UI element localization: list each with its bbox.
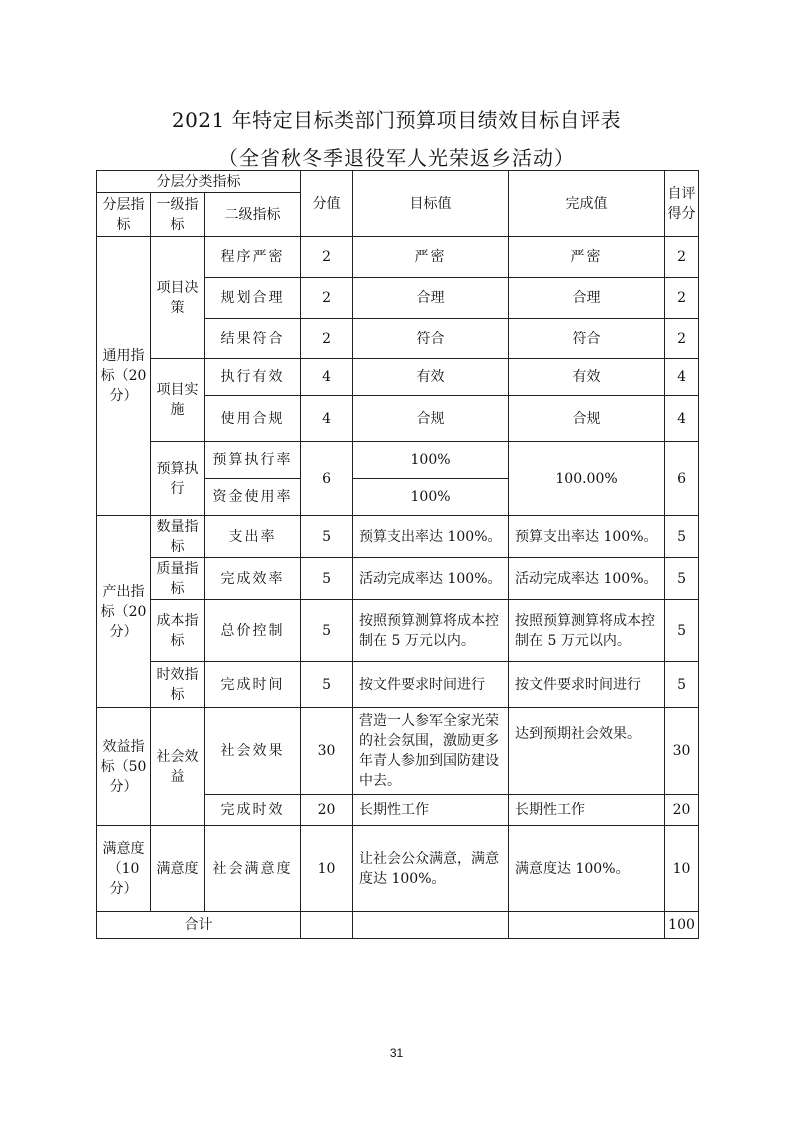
header-group: 分层分类指标: [97, 171, 301, 193]
self-score-cell: 6: [665, 442, 699, 516]
score-cell: 4: [301, 396, 353, 442]
table-row: [97, 237, 699, 278]
second-name: 结果符合: [205, 319, 301, 359]
total-score-cell: [301, 912, 353, 939]
score-cell: 2: [301, 319, 353, 359]
actual-cell: 预算支出率达 100%。: [509, 516, 665, 558]
self-score-cell: 4: [665, 359, 699, 396]
first-name: 质量指标: [151, 558, 205, 600]
self-score-cell: 2: [665, 319, 699, 359]
actual-cell: 合理: [509, 278, 665, 319]
target-cell: 符合: [353, 319, 509, 359]
score-cell: 5: [301, 600, 353, 662]
self-score-cell: 30: [665, 708, 699, 795]
second-name: 资金使用率: [205, 479, 301, 516]
score-cell: 10: [301, 826, 353, 912]
first-budget: 预算执行: [151, 442, 205, 516]
self-score-cell: 2: [665, 278, 699, 319]
score-cell: 30: [301, 708, 353, 795]
target-cell: 合规: [353, 396, 509, 442]
actual-cell: 按文件要求时间进行: [509, 662, 665, 708]
page-subtitle: （全省秋冬季退役军人光荣返乡活动）: [218, 146, 575, 170]
self-score-cell: 5: [665, 600, 699, 662]
level-satisfaction: 满意度（10分）: [97, 826, 151, 912]
target-cell: 100%: [353, 442, 509, 479]
page-number: 31: [389, 1046, 404, 1060]
second-name: 完成效率: [205, 558, 301, 600]
actual-cell: 有效: [509, 359, 665, 396]
actual-cell: 严密: [509, 237, 665, 278]
score-cell: 4: [301, 359, 353, 396]
first-name: 数量指标: [151, 516, 205, 558]
second-name: 社会效果: [205, 708, 301, 795]
score-cell: 20: [301, 795, 353, 826]
header-first: 一级指标: [151, 193, 205, 237]
actual-cell: 长期性工作: [509, 795, 665, 826]
second-name: 支出率: [205, 516, 301, 558]
score-cell: 5: [301, 662, 353, 708]
second-name: 规划合理: [205, 278, 301, 319]
first-name: 成本指标: [151, 600, 205, 662]
first-implement: 项目实施: [151, 359, 205, 442]
target-cell: 100%: [353, 479, 509, 516]
actual-cell: 符合: [509, 319, 665, 359]
target-cell: 按照预算测算将成本控制在 5 万元以内。: [353, 600, 509, 662]
score-cell: 2: [301, 237, 353, 278]
table-row: [97, 708, 699, 795]
target-cell: 营造一人参军全家光荣的社会氛围，激励更多年青人参加到国防建设中去。: [353, 708, 509, 795]
second-name: 社会满意度: [205, 826, 301, 912]
second-name: 使用合规: [205, 396, 301, 442]
actual-cell: 按照预算测算将成本控制在 5 万元以内。: [509, 600, 665, 662]
score-cell: 5: [301, 558, 353, 600]
total-self-score: 100: [665, 912, 699, 939]
header-second: 二级指标: [205, 193, 301, 237]
level-benefit: 效益指标（50分）: [97, 708, 151, 826]
self-score-cell: 4: [665, 396, 699, 442]
self-score-cell: 20: [665, 795, 699, 826]
header-self: 自评得分: [665, 171, 699, 237]
header-target: 目标值: [353, 171, 509, 237]
total-actual-cell: [509, 912, 665, 939]
self-score-cell: 5: [665, 516, 699, 558]
level-general: 通用指标（20分）: [97, 237, 151, 516]
actual-cell: 满意度达 100%。: [509, 826, 665, 912]
table-row: [97, 558, 699, 600]
target-cell: 活动完成率达 100%。: [353, 558, 509, 600]
level-output: 产出指标（20分）: [97, 516, 151, 708]
self-score-cell: 5: [665, 662, 699, 708]
total-target-cell: [353, 912, 509, 939]
first-decision: 项目决策: [151, 237, 205, 359]
table-row: [97, 359, 699, 396]
score-cell: 6: [301, 442, 353, 516]
target-cell: 预算支出率达 100%。: [353, 516, 509, 558]
second-name: 完成时间: [205, 662, 301, 708]
first-benefit: 社会效益: [151, 708, 205, 826]
total-label: 合计: [97, 912, 301, 939]
second-name: 预算执行率: [205, 442, 301, 479]
self-score-cell: 10: [665, 826, 699, 912]
first-satisfaction: 满意度: [151, 826, 205, 912]
score-cell: 2: [301, 278, 353, 319]
self-score-cell: 2: [665, 237, 699, 278]
target-cell: 长期性工作: [353, 795, 509, 826]
second-name: 完成时效: [205, 795, 301, 826]
actual-cell: 达到预期社会效果。: [509, 708, 665, 795]
header-score: 分值: [301, 171, 353, 237]
table-row: [97, 516, 699, 558]
target-cell: 严密: [353, 237, 509, 278]
target-cell: 有效: [353, 359, 509, 396]
actual-cell: 100.00%: [509, 442, 665, 516]
target-cell: 让社会公众满意，满意度达 100%。: [353, 826, 509, 912]
actual-cell: 合规: [509, 396, 665, 442]
second-name: 执行有效: [205, 359, 301, 396]
self-score-cell: 5: [665, 558, 699, 600]
table-row: [97, 826, 699, 912]
target-cell: 合理: [353, 278, 509, 319]
table-row: [97, 442, 699, 479]
first-name: 时效指标: [151, 662, 205, 708]
page-title: 2021 年特定目标类部门预算项目绩效目标自评表: [171, 108, 622, 132]
header-actual: 完成值: [509, 171, 665, 237]
table-row: [97, 662, 699, 708]
second-name: 总价控制: [205, 600, 301, 662]
table-row: [97, 600, 699, 662]
actual-cell: 活动完成率达 100%。: [509, 558, 665, 600]
score-cell: 5: [301, 516, 353, 558]
target-cell: 按文件要求时间进行: [353, 662, 509, 708]
total-row: [97, 912, 699, 939]
second-name: 程序严密: [205, 237, 301, 278]
evaluation-table: [96, 170, 699, 939]
header-level: 分层指标: [97, 193, 151, 237]
